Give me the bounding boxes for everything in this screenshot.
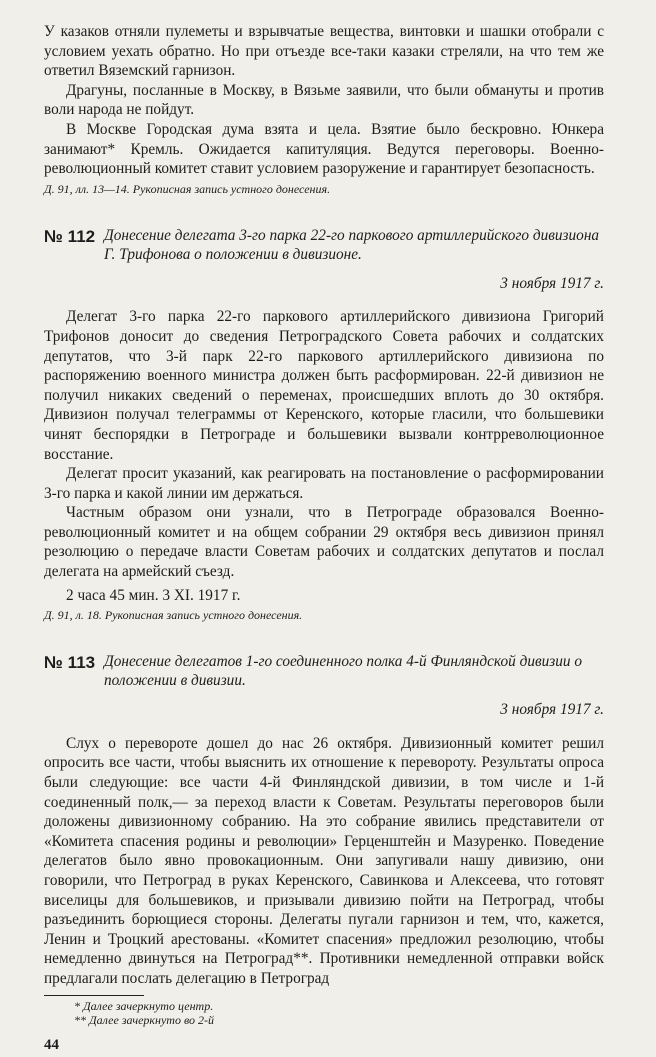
paragraph: Слух о перевороте дошел до нас 26 октября. Дивизионный комитет решил опросить все части, чтобы выяснить их отношение к перевороту. Результаты опроса были следующие: все части 4-й Финляндской дивизии, в том числе и 1-й соединенный полк,— за переход власти к Советам. Результаты переговоров были доложены дивизионному собранию. На это собрание явились представители от «Комитета спасения родины и революции» Герценштейн и Мазуренко. Поведение делегатов было явно провокационным. Они запугивали нашу дивизию, они говорили, что Петроград в руках Керенского, Савинкова и Алексеева, что готовят виселицы для большевиков, и призывали дивизию пойти на Петроград, чтобы разъединить борющиеся стороны. Делегаты пугали гарнизон и тем, что, кажется, Ленин и Троцкий арестованы. «Комитет спасения» предложил резолюцию, чтобы немедленно двинуться на Петроград**. Противники немедленной отправки войск предлагали послать делегацию в Петроград bbox=[44, 734, 604, 987]
source-reference: Д. 91, л. 18. Рукописная запись устного донесения. bbox=[44, 608, 303, 623]
document-number: № 113 bbox=[44, 653, 96, 673]
footnote: * Далее зачеркнуто центр. bbox=[74, 998, 214, 1013]
paragraph: У казаков отняли пулеметы и взрывчатые вещества, винтовки и шашки отобрали с условием уехать обратно. Но при отъезде все-таки казаки стреляли, на что тем же ответил Вяземский гарнизон. bbox=[44, 23, 604, 80]
paragraph: Делегат 3-го парка 22-го паркового артиллерийского дивизиона Григорий Трифонов доносит до сведения Петроградского Совета рабочих и солдатских депутатов, что 3-й парк 22-го паркового артиллерийского дивизиона по распоряжению военного министра должен быть расформирован. 22-й дивизион не получил никаких сведений о переменах, происшедших вплоть до 30 октября. Дивизион получал телеграммы от Керенского, которые гласили, что большевики чинят беспорядки в Петрограде и большевики вызвали контрреволюционное восстание. bbox=[44, 308, 604, 463]
paragraph: Делегат просит указаний, как реагировать на постановление о расформировании 3-го парка и какой линии им держаться. bbox=[44, 465, 604, 502]
document-heading: Донесение делегатов 1-го соединенного полка 4-й Финляндской дивизии о положении в дивизии. bbox=[104, 653, 583, 690]
paragraph: Драгуны, посланные в Москву, в Вязьме заявили, что были обмануты и против воли народа не пойдут. bbox=[44, 81, 604, 119]
document-number: № 112 bbox=[44, 226, 96, 246]
footnote: ** Далее зачеркнуто во 2-й bbox=[74, 1012, 214, 1027]
footnote-divider bbox=[44, 995, 144, 996]
paragraph: В Москве Городская дума взята и цела. Взятие было бескровно. Юнкера занимают* Кремль. Ожидается капитуляция. Ведутся переговоры. Военно-революционный комитет ставит условием разоружение и гарантирует безопасность. bbox=[44, 120, 604, 178]
document-date: 3 ноября 1917 г. bbox=[500, 274, 604, 292]
page-number: 44 bbox=[44, 1036, 59, 1053]
document-page bbox=[44, 22, 604, 1054]
source-reference: Д. 91, лл. 13—14. Рукописная запись устного донесения. bbox=[44, 181, 331, 196]
document-time: 2 часа 45 мин. 3 XI. 1917 г. bbox=[66, 586, 241, 604]
document-date: 3 ноября 1917 г. bbox=[500, 701, 604, 719]
document-heading: Донесение делегата 3-го парка 22-го паркового артиллерийского дивизиона Г. Трифонова о положении в дивизионе. bbox=[104, 226, 600, 263]
paragraph: Частным образом они узнали, что в Петрограде образовался Военно-революционный комитет и на общем собрании 29 октября весь дивизион принял резолюцию о передаче власти Советам рабочих и солдатских депутатов и послал делегата на армейский съезд. bbox=[44, 504, 604, 581]
